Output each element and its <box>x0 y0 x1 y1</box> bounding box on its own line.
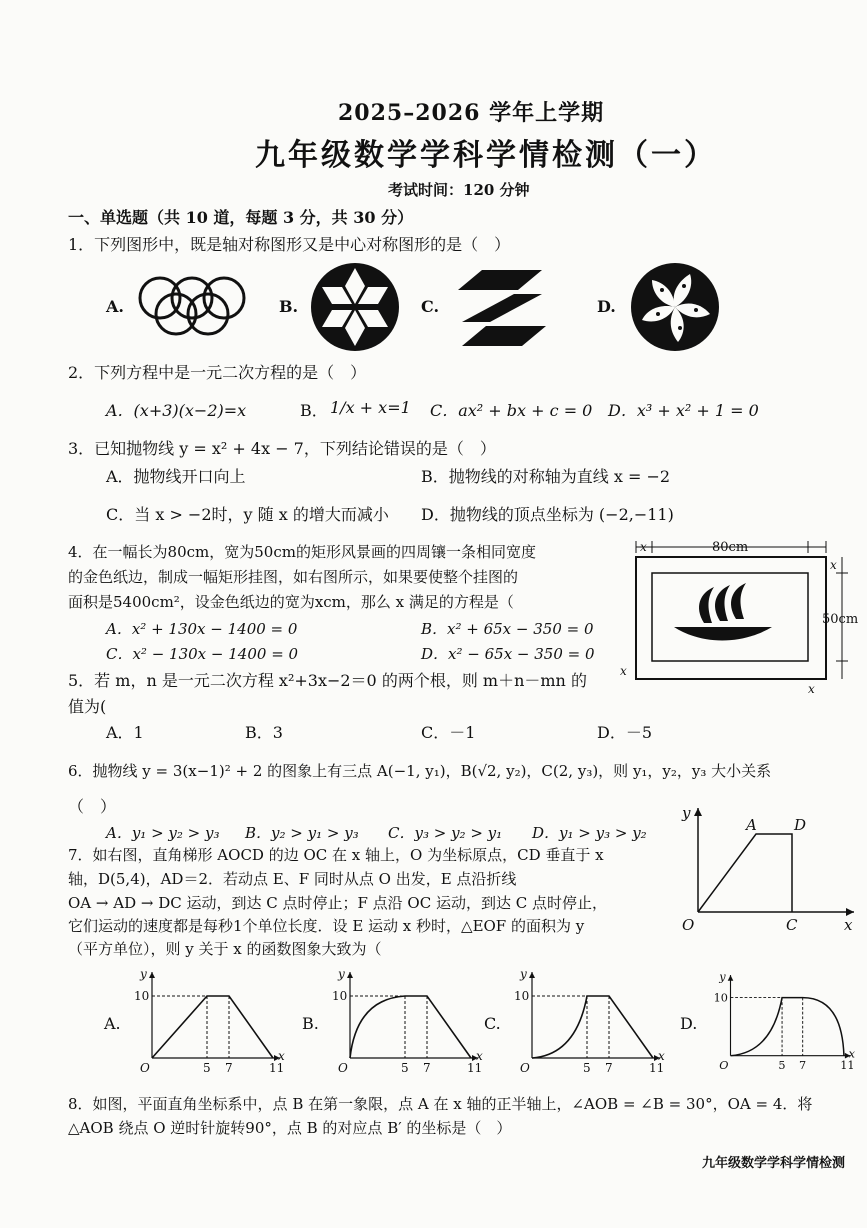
x-tick-11: 11 <box>649 1061 665 1075</box>
x-tick-11: 11 <box>269 1061 285 1075</box>
q5-option-b: B．3 <box>245 723 283 742</box>
bauhinia-icon <box>630 262 720 352</box>
frame-x-label-right: x <box>830 558 837 572</box>
y-tick-10: 10 <box>332 989 348 1003</box>
x-axis-label: x <box>278 1049 285 1063</box>
graph-curve <box>731 998 844 1056</box>
q2-stem: 2．下列方程中是一元二次方程的是（ ） <box>68 363 367 382</box>
x-tick-7: 7 <box>798 1058 807 1072</box>
q1-option-c-label: C. <box>421 297 440 316</box>
q7-option-b-label: B. <box>302 1014 319 1033</box>
q4-line-1: 4．在一幅长为80cm，宽为50cm的矩形风景画的四周镶一条相同宽度 <box>68 543 536 561</box>
x-tick-11: 11 <box>467 1061 483 1075</box>
exam-year: 2025–2026 学年上学期 <box>338 100 605 126</box>
q3-option-c: C．当 x > −2时，y 随 x 的增大而减小 <box>106 505 389 524</box>
graph-curve <box>152 996 273 1058</box>
q5-option-a: A．1 <box>106 723 144 742</box>
q7-line-4: 它们运动的速度都是每秒1个单位长度．设 E 运动 x 秒时，△EOF 的面积为 y <box>68 917 585 935</box>
q7-graph-b <box>326 966 486 1076</box>
hexagram-cube-icon <box>310 262 400 352</box>
q7-option-a-label: A. <box>104 1014 121 1033</box>
q5-line-2: 值为( <box>68 697 107 716</box>
exam-title: 九年级数学学科学情检测（一） <box>255 138 717 173</box>
q4-line-2: 的金色纸边，制成一幅矩形挂图，如右图所示，如果要使整个挂图的 <box>68 568 519 586</box>
q1-option-a-label: A. <box>106 297 124 316</box>
q3-stem: 3．已知抛物线 y = x² + 4x − 7，下列结论错误的是（ ） <box>68 439 496 458</box>
x-tick-7: 7 <box>605 1061 613 1075</box>
q7-graph-d <box>708 966 858 1076</box>
q2-option-b: 1/x + x=1 <box>330 398 411 417</box>
q3-option-b: B．抛物线的对称轴为直线 x = −2 <box>421 467 671 486</box>
q8-line-1: 8．如图，平面直角坐标系中，点 B 在第一象限，点 A 在 x 轴的正半轴上，∠AOB = ∠B = 30°，OA = 4．将 <box>68 1095 813 1113</box>
x-tick-11: 11 <box>840 1058 855 1072</box>
frame-x-label-left: x <box>620 664 627 678</box>
x-axis-label: x <box>658 1049 665 1063</box>
origin-label: O <box>338 1061 348 1075</box>
fig-point-d: D <box>794 816 807 834</box>
q7-graph-c <box>508 966 668 1076</box>
y-axis-arrow <box>529 972 535 978</box>
frame-x-label-bottom: x <box>808 682 815 695</box>
fig-point-c: C <box>786 916 798 934</box>
y-tick-10: 10 <box>134 989 150 1003</box>
fig-x-label: x <box>844 916 853 934</box>
q1-option-b-label: B. <box>279 297 299 316</box>
x-tick-7: 7 <box>423 1061 431 1075</box>
q2-option-c: C．ax² + bx + c = 0 <box>430 401 593 420</box>
q6-option-d: D．y₁ > y₃ > y₂ <box>532 824 647 842</box>
q4-frame-figure <box>612 535 862 695</box>
q3-option-a: A．抛物线开口向上 <box>106 467 246 486</box>
fig-point-o: O <box>682 916 695 934</box>
origin-label: O <box>140 1061 150 1075</box>
x-tick-7: 7 <box>225 1061 233 1075</box>
q7-option-c-label: C. <box>484 1014 501 1033</box>
y-axis-label: y <box>140 967 147 981</box>
page-footer: 九年级数学学科学情检测 <box>702 1156 846 1171</box>
x-tick-5: 5 <box>401 1061 409 1075</box>
q4-option-a: A．x² + 130x − 1400 = 0 <box>106 620 298 638</box>
q2-option-a: A．(x+3)(x−2)=x <box>106 401 247 420</box>
origin-label: O <box>719 1058 729 1072</box>
x-tick-5: 5 <box>203 1061 211 1075</box>
five-rings-icon <box>138 268 248 340</box>
q4-line-3: 面积是5400cm²，设金色纸边的宽为xcm，那么 x 满足的方程是（ <box>68 593 514 611</box>
q8-line-2: △AOB 绕点 O 逆时针旋转90°，点 B 的对应点 B′ 的坐标是（ ） <box>68 1119 512 1137</box>
q6-option-a: A．y₁ > y₂ > y₃ <box>106 824 220 842</box>
x-axis-label: x <box>476 1049 483 1063</box>
q2-option-b-label: B． <box>300 401 328 420</box>
q2-option-d: D．x³ + x² + 1 = 0 <box>608 401 759 420</box>
y-axis-arrow <box>728 975 734 981</box>
q6-line-2: （ ） <box>68 797 117 816</box>
q5-option-c: C．－1 <box>421 723 476 742</box>
frame-top-label: 80cm <box>712 540 749 555</box>
q7-option-d-label: D. <box>680 1014 698 1033</box>
y-tick-10: 10 <box>514 989 530 1003</box>
y-axis-label: y <box>520 967 527 981</box>
q5-option-d: D．－5 <box>597 723 653 742</box>
q1-stem: 1．下列图形中，既是轴对称图形又是中心对称图形的是（ ） <box>68 235 511 254</box>
x-tick-5: 5 <box>778 1058 786 1072</box>
q4-option-c: C．x² − 130x − 1400 = 0 <box>106 645 299 663</box>
frame-side-label: 50cm <box>822 612 859 627</box>
q3-option-d: D．抛物线的顶点坐标为 (−2,−11) <box>421 505 674 524</box>
x-axis-label: x <box>848 1047 855 1061</box>
q4-option-d: D．x² − 65x − 350 = 0 <box>421 645 595 663</box>
frame-x-label-top: x <box>640 540 647 554</box>
q7-line-1: 7．如右图，直角梯形 AOCD 的边 OC 在 x 轴上，O 为坐标原点，CD 垂直于 x <box>68 846 604 864</box>
graph-curve <box>532 996 653 1058</box>
q7-line-2: 轴，D(5,4)，AD＝2．若动点 E、F 同时从点 O 出发，E 点沿折线 <box>68 870 517 888</box>
q7-line-5: （平方单位），则 y 关于 x 的函数图象大致为（ <box>68 940 382 958</box>
q7-trapezoid-figure <box>672 800 862 940</box>
q7-line-3: OA → AD → DC 运动，到达 C 点时停止；F 点沿 OC 运动，到达 C 点时停止， <box>68 894 607 912</box>
y-axis-label: y <box>338 967 345 981</box>
x-tick-5: 5 <box>583 1061 591 1075</box>
q6-option-b: B．y₂ > y₁ > y₃ <box>245 824 359 842</box>
y-tick-10: 10 <box>713 991 728 1005</box>
graph-curve <box>350 996 471 1058</box>
exam-time: 考试时间：120 分钟 <box>388 181 530 199</box>
q5-line-1: 5．若 m，n 是一元二次方程 x²+3x−2＝0 的两个根，则 m＋n－mn 的 <box>68 671 587 690</box>
q4-option-b: B．x² + 65x − 350 = 0 <box>421 620 594 638</box>
fig-point-a: A <box>746 816 757 834</box>
q6-line-1: 6．抛物线 y = 3(x−1)² + 2 的图象上有三点 A(−1, y₁)，B(√2, y₂)，C(2, y₃)，则 y₁，y₂，y₃ 大小关系 <box>68 762 772 780</box>
origin-label: O <box>520 1061 530 1075</box>
fig-y-label: y <box>682 804 691 822</box>
q6-option-c: C．y₃ > y₂ > y₁ <box>388 824 503 842</box>
y-axis-arrow <box>149 972 155 978</box>
section-heading: 一、单选题（共 10 道，每题 3 分，共 30 分） <box>68 208 414 227</box>
s-logo-icon <box>452 268 552 348</box>
q7-graph-a <box>128 966 288 1076</box>
y-axis-label: y <box>719 970 726 984</box>
q1-option-d-label: D. <box>597 297 616 316</box>
y-axis-arrow <box>347 972 353 978</box>
